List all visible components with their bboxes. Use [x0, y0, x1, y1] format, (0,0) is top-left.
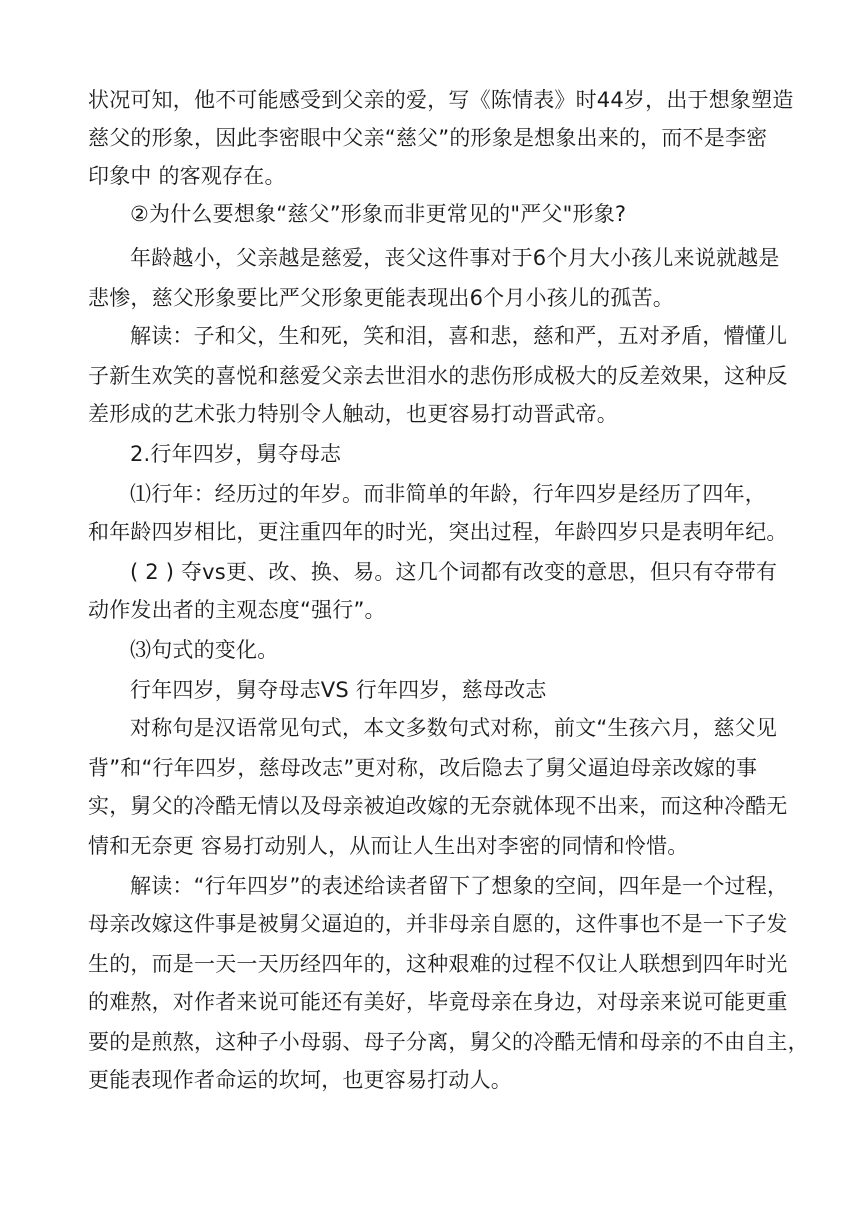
text-line: 要的是煎熬，这种子小母弱、母子分离，舅父的冷酷无情和母亲的不由自主， [88, 1030, 809, 1054]
interpretation-line: 解读：“行年四岁”的表述给读者留下了想象的空间，四年是一个过程， [130, 874, 789, 898]
section-heading: 2.行年四岁，舅夺母志 [130, 442, 342, 466]
text-line: 情和无奈更 容易打动别人，从而让人生出对李密的同情和怜惜。 [88, 834, 689, 858]
text-line: 子新生欢笑的喜悦和慈爱父亲去世泪水的悲伤形成极大的反差效果，这种反 [88, 364, 788, 388]
text-line: 慈父的形象，因此李密眼中父亲“慈父”的形象是想象出来的，而不是李密 [88, 126, 768, 150]
text-line: 生的，而是一天一天历经四年的，这种艰难的过程不仅让人联想到四年时光 [88, 952, 788, 976]
text-line: ⑴行年：经历过的年岁。而非简单的年龄，行年四岁是经历了四年， [130, 482, 766, 506]
text-line: ( 2 ) 夺vs更、改、换、易。这几个词都有改变的意思，但只有夺带有 [130, 560, 778, 584]
interpretation-line: 解读：子和父，生和死，笑和泪，喜和悲，慈和严，五对矛盾，懵懂儿 [130, 324, 788, 348]
text-line: 年龄越小，父亲越是慈爱，丧父这件事对于6个月大小孩儿来说就越是 [130, 246, 780, 270]
text-line: 差形成的艺术张力特别令人触动，也更容易打动晋武帝。 [88, 402, 618, 426]
text-line: 行年四岁，舅夺母志VS 行年四岁，慈母改志 [130, 678, 547, 702]
text-line: 悲惨，慈父形象要比严父形象更能表现出6个月小孩儿的孤苦。 [88, 286, 674, 310]
text-line: ⑶句式的变化。 [130, 638, 279, 662]
text-line: 状况可知，他不可能感受到父亲的爱，写《陈情表》时44岁，出于想象塑造 [88, 88, 794, 112]
text-line: 动作发出者的主观态度“强行”。 [88, 598, 386, 622]
text-line: 母亲改嫁这件事是被舅父逼迫的，并非母亲自愿的，这件事也不是一下子发 [88, 912, 788, 936]
text-line: 和年龄四岁相比，更注重四年的时光，突出过程，年龄四岁只是表明年纪。 [88, 520, 788, 544]
text-line: 的难熬，对作者来说可能还有美好，毕竟母亲在身边，对母亲来说可能更重 [88, 990, 788, 1014]
question-line: ②为什么要想象“慈父”形象而非更常见的"严父"形象? [130, 202, 627, 226]
text-line: 对称句是汉语常见句式，本文多数句式对称，前文“生孩六月，慈父见 [130, 716, 778, 740]
text-line: 更能表现作者命运的坎坷，也更容易打动人。 [88, 1068, 512, 1092]
text-line: 实，舅父的冷酷无情以及母亲被迫改嫁的无奈就体现不出来，而这种冷酷无 [88, 794, 788, 818]
text-line: 背”和“行年四岁，慈母改志”更对称，改后隐去了舅父逼迫母亲改嫁的事 [88, 756, 758, 780]
text-line: 印象中 的客观存在。 [88, 164, 286, 188]
